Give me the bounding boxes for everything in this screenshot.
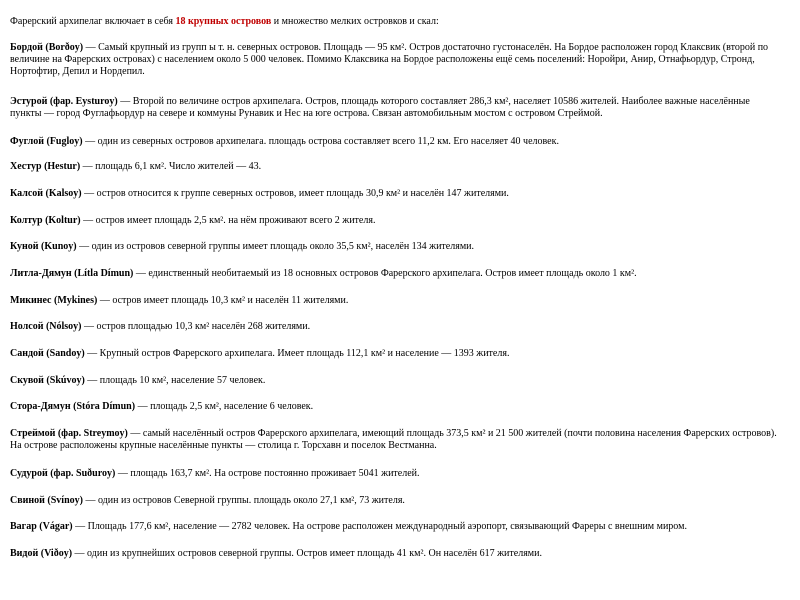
intro-text-before: Фарерский архипелаг включает в себя: [10, 16, 176, 27]
island-name: Стреймой (фар. Streymoy): [10, 428, 128, 439]
island-name: Колтур (Koltur): [10, 215, 81, 226]
island-entry-mykines: [10, 295, 780, 307]
island-name: Свиной (Svínoy): [10, 495, 83, 506]
island-name: Бордой (Borðoy): [10, 42, 84, 53]
island-name: Нолсой (Nólsoy): [10, 321, 82, 332]
island-name: Видой (Viðoy): [10, 548, 73, 559]
island-entry-stora-dimun: [10, 401, 780, 413]
island-description: — самый населённый остров Фарерского архипелага, имеющий площадь 373,5 км² и 21 500 жителей (почти половина населения Фарерских островов). На острове расположены крупные населённые пункты — столица г. Торсхавн и поселок Вестманна.: [10, 428, 777, 452]
island-description: — Крупный остров Фарерского архипелага. Имеет площадь 112,1 км² и население — 1393 жителя.: [84, 348, 510, 359]
island-description: — единственный необитаемый из 18 основных островов Фарерского архипелага. Остров имеет площадь около 1 км².: [133, 268, 637, 279]
island-entry-kalsoy: [10, 188, 780, 200]
island-entry-kunoy: [10, 241, 780, 253]
island-name: Вагар (Vágar): [10, 521, 73, 532]
island-name: Хестур (Hestur): [10, 161, 81, 172]
island-entry-suduroy: [10, 468, 780, 480]
island-description: — один из островов Северной группы. площадь около 27,1 км², 73 жителя.: [82, 495, 405, 506]
island-entry-hestur: [10, 161, 780, 173]
island-description: — один из северных островов архипелага. площадь острова составляет всего 11,2 км. Его населяет 40 человек.: [82, 136, 559, 147]
island-entry-skuvoy: [10, 375, 780, 387]
intro-paragraph: [10, 16, 780, 28]
island-entry-sandoy: [10, 348, 780, 360]
island-entry-vidoy: [10, 548, 780, 560]
island-name: Судурой (фар. Suðuroy): [10, 468, 116, 479]
island-description: — площадь 10 км², население 57 человек.: [84, 375, 266, 386]
island-name: Фуглой (Fugloy): [10, 136, 83, 147]
island-entry-koltur: [10, 215, 780, 227]
island-entry-eysturoy: [10, 96, 780, 120]
island-description: — Самый крупный из групп ы т. н. северных островов. Площадь — 95 км². Остров достаточно густонаселён. На Бордое расположен город Клаксвик (второй по величине на Фарерских островах) с населением около 5 000 человек. Помимо Клаксвика на Бордое расположены ещё семь поселений: Норойри, Анир, Отнафьордур, Стронд, Нортофтир, Депил и Нордепил.: [10, 42, 769, 78]
island-name: Стора-Дямун (Stóra Dímun): [10, 401, 136, 412]
island-description: — остров площадью 10,3 км² населён 268 жителями.: [81, 321, 311, 332]
island-description: — один из крупнейших островов северной группы. Остров имеет площадь 41 км². Он населён 617 жителями.: [72, 548, 542, 559]
island-description: — площадь 163,7 км². На острове постоянно проживает 5041 жителей.: [115, 468, 420, 479]
intro-text-after: и множество мелких островков и скал:: [271, 16, 439, 27]
island-name: Куной (Kunoy): [10, 241, 77, 252]
island-name: Литла-Дямун (Lítla Dímun): [10, 268, 134, 279]
island-name: Скувой (Skúvoy): [10, 375, 85, 386]
island-entry-svinoy: [10, 495, 780, 507]
island-name: Микинес (Mykines): [10, 295, 98, 306]
island-description: — один из островов северной группы имеет площадь около 35,5 км², населён 134 жителями.: [76, 241, 475, 252]
intro-highlight: 18 крупных островов: [175, 16, 272, 27]
island-entry-vagar: [10, 521, 780, 533]
island-description: — остров имеет площадь 2,5 км². на нём проживают всего 2 жителя.: [80, 215, 376, 226]
island-description: — Площадь 177,6 км², население — 2782 человек. На острове расположен международный аэропорт, связывающий Фареры с внешним миром.: [72, 521, 687, 532]
island-description: — остров относится к группе северных островов, имеет площадь 30,9 км² и населён 147 жителями.: [81, 188, 509, 199]
island-entry-nolsoy: [10, 321, 780, 333]
island-entry-litla-dimun: [10, 268, 780, 280]
island-entry-bordoy: [10, 42, 780, 79]
island-name: Эстурой (фар. Eysturoy): [10, 96, 118, 107]
island-entry-streymoy: [10, 428, 780, 452]
island-description: — площадь 6,1 км². Число жителей — 43.: [80, 161, 262, 172]
island-entry-fugloy: [10, 136, 780, 148]
island-description: — Второй по величине остров архипелага. Остров, площадь которого составляет 286,3 км², населяет 10586 жителей. Наиболее важные населённые пункты — город Фуглафьордур на севере и коммуны Рунавик и Нес на юге острова. Связан автомобильным мостом с островом Стреймой.: [10, 96, 750, 120]
island-name: Сандой (Sandoy): [10, 348, 85, 359]
island-description: — площадь 2,5 км², население 6 человек.: [135, 401, 314, 412]
island-name: Калсой (Kalsoy): [10, 188, 82, 199]
island-description: — остров имеет площадь 10,3 км² и населён 11 жителями.: [97, 295, 349, 306]
